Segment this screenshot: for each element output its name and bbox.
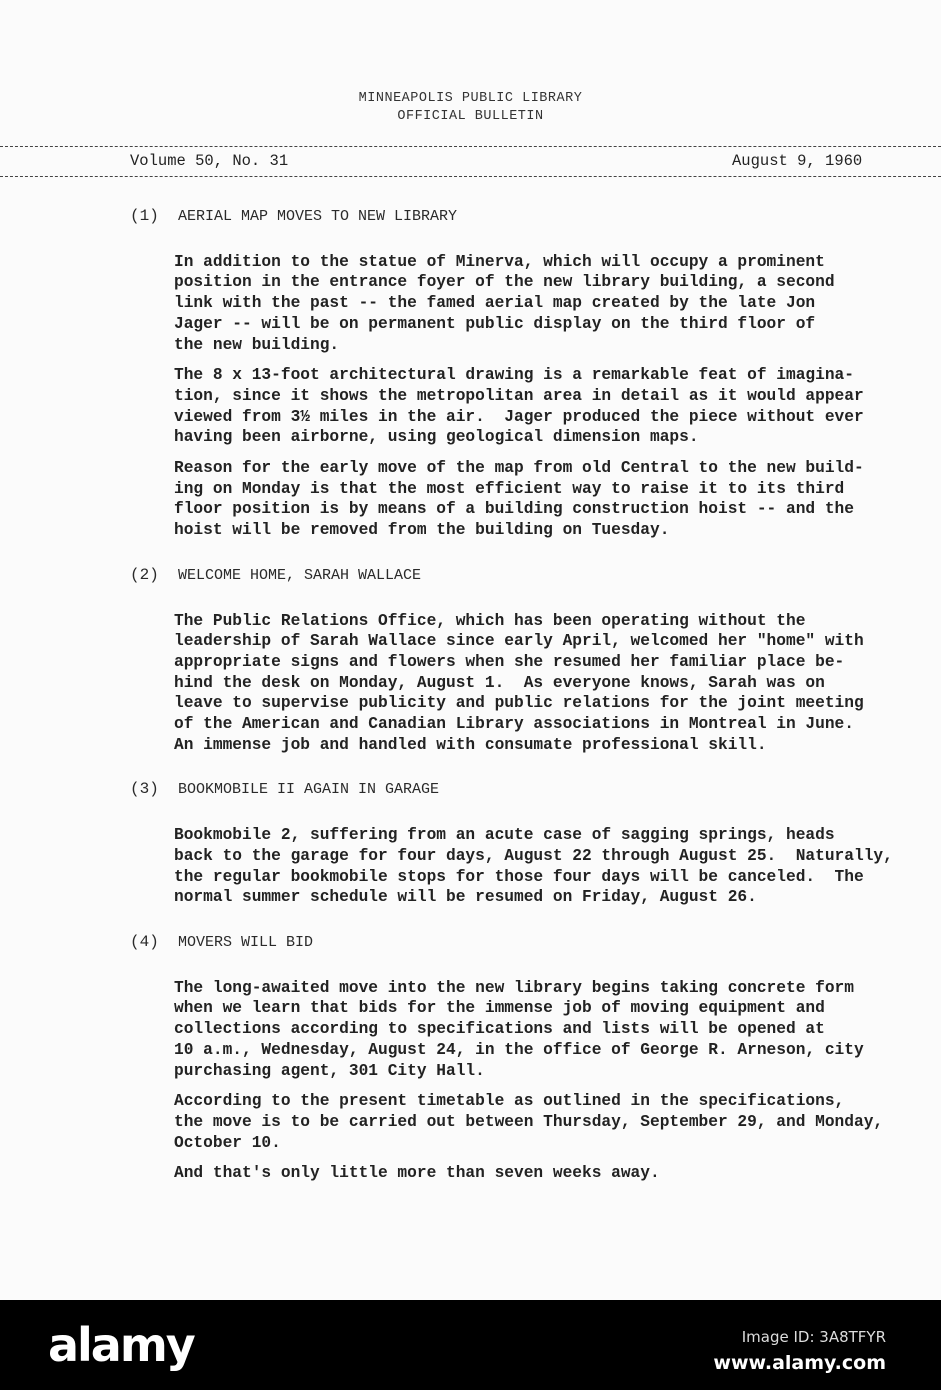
section-title: AERIAL MAP MOVES TO NEW LIBRARY: [178, 208, 458, 225]
section-number: (1): [130, 207, 159, 225]
section-number: (4): [130, 932, 159, 951]
section-title: MOVERS WILL BID: [178, 933, 314, 951]
section-paragraph: The 8 x 13-foot architectural drawing is a remarkable feat of imagina- tion, since it shows the metropolitan area in detail as it would appear viewed from 3½ miles in the air. Jager produced the piece without ever having been airborne, using geological dimension maps.: [174, 366, 864, 447]
section-paragraph: The Public Relations Office, which has been operating without the leadership of Sarah Wallace since early April, welcomed her "home" with appropriate signs and flowers when she resumed her familiar place be- hind the desk on Monday, August 1. As everyone knows, Sarah was on leave to supervise publicity and public relations for the joint meeting of the American and Canadian Library associations in Montreal in June. An immense job and handled with consumate professional skill.: [174, 611, 864, 754]
bulletin-section: [0, 932, 941, 1184]
section-heading: [130, 932, 941, 954]
masthead-subtitle: OFFICIAL BULLETIN: [397, 109, 544, 124]
section-number: (2): [130, 565, 159, 584]
section-heading: [130, 565, 941, 587]
top-rule: [0, 146, 941, 147]
section-title: BOOKMOBILE II AGAIN IN GARAGE: [178, 781, 440, 799]
bulletin-section: [0, 206, 941, 541]
masthead-title: MINNEAPOLIS PUBLIC LIBRARY: [358, 91, 583, 106]
section-heading: [130, 206, 941, 228]
section-paragraph: According to the present timetable as outlined in the specifications, the move is to be carried out between Thursday, September 29, and Monday, October 10.: [174, 1092, 884, 1152]
section-heading: [130, 779, 941, 801]
volume-number: Volume 50, No. 31: [130, 152, 289, 170]
section-paragraph: And that's only little more than seven weeks away.: [174, 1164, 660, 1183]
alamy-logo: alamy: [48, 1318, 194, 1372]
watermark-bar: [0, 1300, 941, 1390]
issue-date: August 9, 1960: [732, 152, 863, 170]
section-paragraph: The long-awaited move into the new library begins taking concrete form when we learn that bids for the immense job of moving equipment and collections according to specifications and lists will be opened at 10 a.m., Wednesday, August 24, in the office of George R. Arneson, city purchasing agent, 301 City Hall.: [174, 978, 864, 1080]
masthead: [0, 90, 941, 126]
bottom-rule: [0, 176, 941, 177]
bulletin-section: [0, 779, 941, 908]
section-number: (3): [130, 780, 159, 799]
section-paragraph: Bookmobile 2, suffering from an acute case of sagging springs, heads back to the garage for four days, August 22 through August 25. Naturally, the regular bookmobile stops for those four days will be canceled. The normal summer schedule will be resumed on Friday, August 26.: [174, 826, 893, 907]
section-paragraph: In addition to the statue of Minerva, which will occupy a prominent position in the entrance foyer of the new library building, a second link with the past -- the famed aerial map created by the late Jon Jager -- will be on permanent public display on the third floor of the new building.: [174, 252, 835, 354]
section-title: WELCOME HOME, SARAH WALLACE: [178, 566, 422, 584]
watermark-url: www.alamy.com: [713, 1352, 886, 1374]
section-paragraph: Reason for the early move of the map from old Central to the new build- ing on Monday is that the most efficient way to raise it to its third floor position is by means of a building construction hoist -- and the hoist will be removed from the building on Tuesday.: [174, 459, 864, 540]
bulletin-section: [0, 565, 941, 756]
image-id: Image ID: 3A8TFYR: [741, 1328, 886, 1346]
bulletin-body: [0, 206, 941, 1208]
